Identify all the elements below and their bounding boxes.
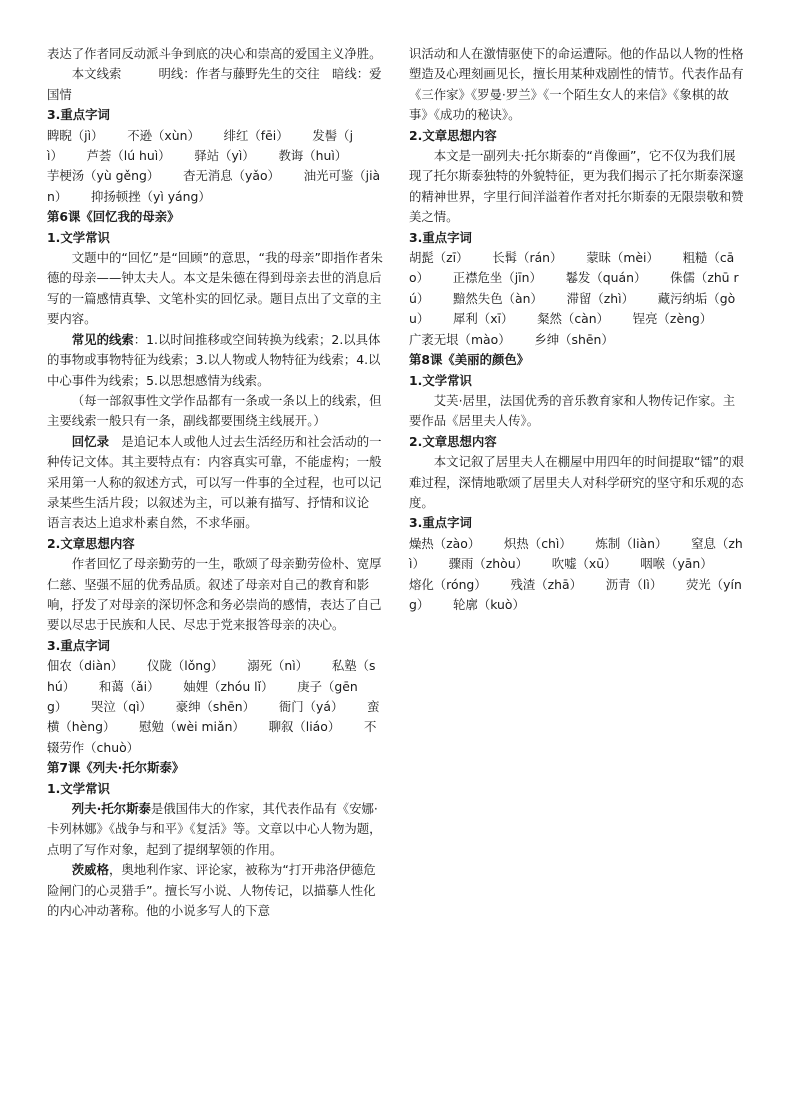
vocab-item: 绯红（fēi） [223,127,289,143]
paragraph: 艾芙·居里，法国优秀的音乐教育家和人物传记作家。主要作品《居里夫人传》。 [409,392,736,429]
lesson-title: 第7课《列夫·托尔斯泰》 [47,760,185,776]
vocab-item: 衙门（yá） [278,699,344,714]
vocab-item: 粲然（càn） [537,311,609,327]
vocab-item: 正襟危坐（jīn） [452,270,542,286]
vocab-item: 豪绅（shēn） [175,699,256,714]
vocab-item: 私塾（shú） [47,658,376,694]
vocab-item: 滞留（zhì） [566,290,634,306]
vocab-item: 和蔼（ǎi） [98,678,160,694]
section-heading: 2.文章思想内容 [409,127,497,143]
vocab-item: 蒙昧（mèi） [586,250,659,266]
term: 列夫·托尔斯泰 [71,801,151,817]
vocab-item: 油光可鉴（jiàn） [47,168,381,204]
vocab-item: 睥睨（jì） [47,127,104,143]
section-heading: 1.文学常识 [409,372,472,388]
right-column [409,44,745,615]
section-heading: 2.文章思想内容 [409,433,497,449]
section-heading: 1.文学常识 [47,229,110,245]
vocab-item: 妯娌（zhóu lǐ） [183,678,274,694]
vocab-item: 侏儒（zhū rú） [409,270,739,306]
vocab-item: 杳无消息（yǎo） [183,168,280,184]
vocab-item: 残渣（zhā） [510,576,582,592]
vocab-item: 广袤无垠（mào） [409,331,511,347]
vocab-item: 佃农（diàn） [47,658,124,674]
paragraph: 作者回忆了母亲勤劳的一生，歌颂了母亲勤劳俭朴、宽厚仁慈、坚强不屈的优秀品质。叙述了母亲对自己的教育和影响，抒发了对母亲的深切怀念和务必崇尚的感情，表达了自己要以尽忠于民族和人民、尽忠于党来报答母亲的决心。 [47,556,382,633]
paragraph: 本文是一副列夫·托尔斯泰的“肖像画”，它不仅为我们展现了托尔斯泰独特的外貌特征，更为我们揭示了托尔斯泰深邃的精神世界，字里行间洋溢着作者对托尔斯泰的无限崇敬和赞美之情。 [409,148,744,225]
vocab-item: 发髻（jì） [47,127,354,164]
vocab-list [47,656,383,758]
paragraph: 文题中的“回忆”是“回顾”的意思，“我的母亲”即指作者朱德的母亲——钟太夫人。本文是朱德在得到母亲去世的消息后写的一篇感情真挚、文笔朴实的回忆录。题目点出了文章的主要内容。 [47,250,383,327]
vocab-list [47,126,383,208]
paragraph: （每一部叙事性文学作品都有一条或一条以上的线索，但主要线索一般只有一条，副线都要围绕主线展开。） [47,392,382,429]
term: 茨威格 [71,862,109,878]
lesson-title: 第8课《美丽的颜色》 [409,352,530,368]
vocab-item: 教诲（huì） [278,148,348,164]
vocab-item: 驿站（yì） [194,148,255,164]
section-heading: 3.重点字词 [47,107,110,123]
section-heading: 3.重点字词 [409,229,472,245]
vocab-item: 藏污纳垢（gòu） [409,290,736,327]
paragraph [47,799,383,860]
section-heading: 3.重点字词 [409,515,472,531]
vocab-item: 聊叙（liáo） [268,719,341,735]
vocab-item: 芦荟（lú huì） [86,148,171,164]
vocab-item: 黯然失色（àn） [453,290,543,306]
vocab-item: 仪陇（lǒng） [147,658,224,674]
section-heading: 3.重点字词 [47,637,110,653]
vocab-item: 燥热（zào） [409,535,481,551]
vocab-item: 长髯（rán） [492,250,563,266]
term-text: 是追记本人或他人过去生活经历和社会活动的一种传记文体。其主要特点有：内容真实可靠，不能虚构；一般采用第一人称的叙述方式，可以写一件事的全过程，也可以记录某些生活片段；以叙述为主，可以兼有描写、抒情和议论 语言表达上追求朴素自然，不求华丽。 [47,433,382,531]
vocab-item: 咽喉（yān） [640,556,713,572]
paragraph: 识活动和人在激情驱使下的命运遭际。他的作品以人物的性格塑造及心理刻画见长，擅长用某种戏剧性的情节。代表作品有《三作家》《罗曼·罗兰》《一个陌生女人的来信》《象棋的故事》《成功的秘诀》。 [409,46,744,123]
left-column [47,44,383,921]
vocab-item: 胡髭（zī） [409,250,469,266]
vocab-item: 庚子（gēng） [47,678,358,714]
clue-line: 本文线索 明线：作者与藤野先生的交往 暗线：爱国情 [47,66,382,102]
term-text: 是俄国伟大的作家，其代表作品有《安娜·卡列林娜》《战争与和平》《复活》等。文章以中心人物为题，点明了写作对象，起到了提纲挈领的作用。 [47,801,382,857]
vocab-item: 锃亮（zèng） [632,311,713,327]
paragraph: 本文记叙了居里夫人在棚屋中用四年的时间提取“镭”的艰难过程，深情地歌颂了居里夫人对科学研究的坚守和乐观的态度。 [409,454,745,510]
vocab-item: 炼制（liàn） [595,535,668,551]
paragraph [47,432,383,534]
vocab-item: 慰勉（wèi miǎn） [139,719,245,735]
vocab-item: 沥青（lì） [605,576,663,592]
vocab-list [409,248,745,350]
paragraph [47,330,383,391]
section-heading: 2.文章思想内容 [47,535,135,551]
vocab-item: 哭泣（qì） [91,699,152,714]
paragraph: 表达了作者同反动派斗争到底的决心和崇高的爱国主义净胜。 [47,46,382,61]
vocab-item: 骤雨（zhòu） [448,556,528,572]
vocab-item: 犀利（xī） [453,311,514,327]
vocab-item: 芋梗汤（yù gěng） [47,168,160,184]
vocab-item: 炽热（chì） [504,535,572,551]
vocab-item: 窒息（zhì） [409,535,743,572]
term: 回忆录 [71,433,109,449]
vocab-item: 蛮横（hèng） [47,699,380,735]
lesson-title: 第6课《回忆我的母亲》 [47,209,180,225]
vocab-item: 粗糙（cāo） [409,250,735,286]
paragraph [47,860,383,921]
vocab-item: 抑扬顿挫（yì yáng） [91,188,211,204]
vocab-item: 吹嘘（xū） [551,556,617,572]
vocab-list [409,534,745,616]
vocab-item: 不辍劳作（chuò） [47,719,377,755]
term: 常见的线索 [71,331,134,347]
vocab-item: 鬈发（quán） [565,270,647,286]
term-text: ，奥地利作家、评论家，被称为“打开弗洛伊德危险闸门的心灵猎手”。擅长写小说、人物传记，以描摹人性化的内心冲动著称。他的小说多写人的下意 [47,862,376,919]
vocab-item: 溺死（nì） [247,658,309,674]
vocab-item: 荧光（yíng） [409,576,742,612]
vocab-item: 不逊（xùn） [127,127,200,143]
vocab-item: 乡绅（shēn） [534,331,614,347]
vocab-item: 熔化（róng） [409,576,487,592]
vocab-item: 轮廓（kuò） [453,596,525,612]
section-heading: 1.文学常识 [47,780,110,796]
term-text: ：1.以时间推移或空间转换为线索；2.以具体的事物或事物特征为线索；3.以人物或人物特征为线索；4.以中心事件为线索；5.以思想感情为线索。 [47,331,381,388]
